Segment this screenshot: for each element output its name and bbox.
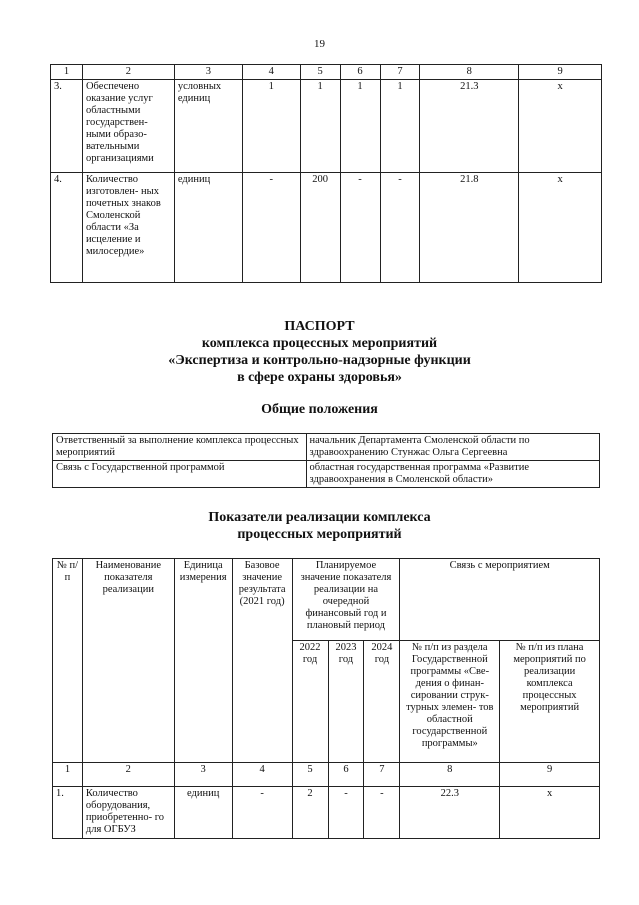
general-provisions-table — [52, 433, 600, 488]
row-number: 1. — [53, 787, 83, 839]
row-link: х — [519, 80, 602, 173]
row-link: 21.3 — [420, 80, 519, 173]
row-base: - — [232, 787, 292, 839]
col-number: 2 — [82, 763, 174, 787]
table-header-row — [53, 763, 600, 787]
general-value: областная государственная программа «Развитие здравоохранения в Смоленской области» — [306, 461, 599, 488]
col-number: 5 — [292, 763, 328, 787]
col-number: 9 — [519, 65, 602, 80]
table-row — [53, 461, 600, 488]
row-name: Количество оборудования, приобретенно- го для ОГБУЗ — [82, 787, 174, 839]
col-number: 3 — [174, 763, 232, 787]
header-year: 2023 год — [328, 641, 364, 763]
col-number: 7 — [380, 65, 420, 80]
row-number: 4. — [51, 173, 83, 283]
col-number: 2 — [82, 65, 174, 80]
header-link-program: № п/п из раздела Государственной программы «Све- дения о финан- сировании струк- турных элемен- тов областной государственной программы» — [400, 641, 500, 763]
col-number: 1 — [53, 763, 83, 787]
row-unit: единиц — [174, 173, 242, 283]
col-number: 6 — [328, 763, 364, 787]
col-number: 4 — [242, 65, 300, 80]
row-name: Обеспечено оказание услуг областными государствен- ными образо- вательными организациями — [82, 80, 174, 173]
row-value: - — [242, 173, 300, 283]
row-value: 1 — [242, 80, 300, 173]
col-number: 6 — [340, 65, 380, 80]
general-label: Ответственный за выполнение комплекса процессных мероприятий — [53, 434, 307, 461]
row-name: Количество изготовлен- ных почетных знаков Смоленской области «За исцеление и милосердие» — [82, 173, 174, 283]
indicators-table — [52, 558, 600, 839]
general-label: Связь с Государственной программой — [53, 461, 307, 488]
col-number: 5 — [300, 65, 340, 80]
indicators-title-line: Показатели реализации комплекса — [208, 510, 431, 525]
table-header-row — [53, 559, 600, 641]
row-value: - — [340, 173, 380, 283]
col-number: 4 — [232, 763, 292, 787]
header-link: Связь с мероприятием — [400, 559, 600, 641]
col-number: 3 — [174, 65, 242, 80]
header-unit: Единица измерения — [174, 559, 232, 763]
row-value: - — [364, 787, 400, 839]
row-unit: единиц — [174, 787, 232, 839]
table-header-row — [51, 65, 602, 80]
row-value: 2 — [292, 787, 328, 839]
general-value: начальник Департамента Смоленской области по здравоохранению Стунжас Ольга Сергеевна — [306, 434, 599, 461]
row-link: 21.8 — [420, 173, 519, 283]
header-year: 2022 год — [292, 641, 328, 763]
row-value: - — [328, 787, 364, 839]
table-row — [53, 434, 600, 461]
indicators-title — [0, 509, 639, 543]
col-number: 7 — [364, 763, 400, 787]
header-plan: Планируемое значение показателя реализации на очередной финансовый год и плановый период — [292, 559, 400, 641]
table-row — [51, 80, 602, 173]
header-number: № п/п — [53, 559, 83, 763]
row-link: 22.3 — [400, 787, 500, 839]
col-number: 9 — [500, 763, 600, 787]
row-value: 1 — [300, 80, 340, 173]
row-value: 1 — [340, 80, 380, 173]
table-row — [51, 173, 602, 283]
header-link-plan: № п/п из плана мероприятий по реализации комплекса процессных мероприятий — [500, 641, 600, 763]
results-table-continued — [50, 64, 602, 283]
general-provisions-title: Общие положения — [261, 402, 378, 417]
header-base: Базовое значение результата (2021 год) — [232, 559, 292, 763]
row-number: 3. — [51, 80, 83, 173]
row-value: 1 — [380, 80, 420, 173]
passport-title-line: ПАСПОРТ — [284, 319, 355, 334]
indicators-title-line: процессных мероприятий — [237, 527, 402, 542]
table-row — [53, 787, 600, 839]
passport-title-line: «Экспертиза и контрольно-надзорные функции — [168, 353, 471, 368]
passport-title-line: в сфере охраны здоровья» — [237, 370, 402, 385]
row-value: - — [380, 173, 420, 283]
row-link: х — [500, 787, 600, 839]
row-value: 200 — [300, 173, 340, 283]
header-year: 2024 год — [364, 641, 400, 763]
col-number: 8 — [400, 763, 500, 787]
col-number: 8 — [420, 65, 519, 80]
row-unit: условных единиц — [174, 80, 242, 173]
page-number: 19 — [314, 38, 325, 50]
col-number: 1 — [51, 65, 83, 80]
row-link: х — [519, 173, 602, 283]
passport-title — [0, 318, 639, 386]
header-name: Наименование показателя реализации — [82, 559, 174, 763]
passport-title-line: комплекса процессных мероприятий — [201, 336, 438, 351]
